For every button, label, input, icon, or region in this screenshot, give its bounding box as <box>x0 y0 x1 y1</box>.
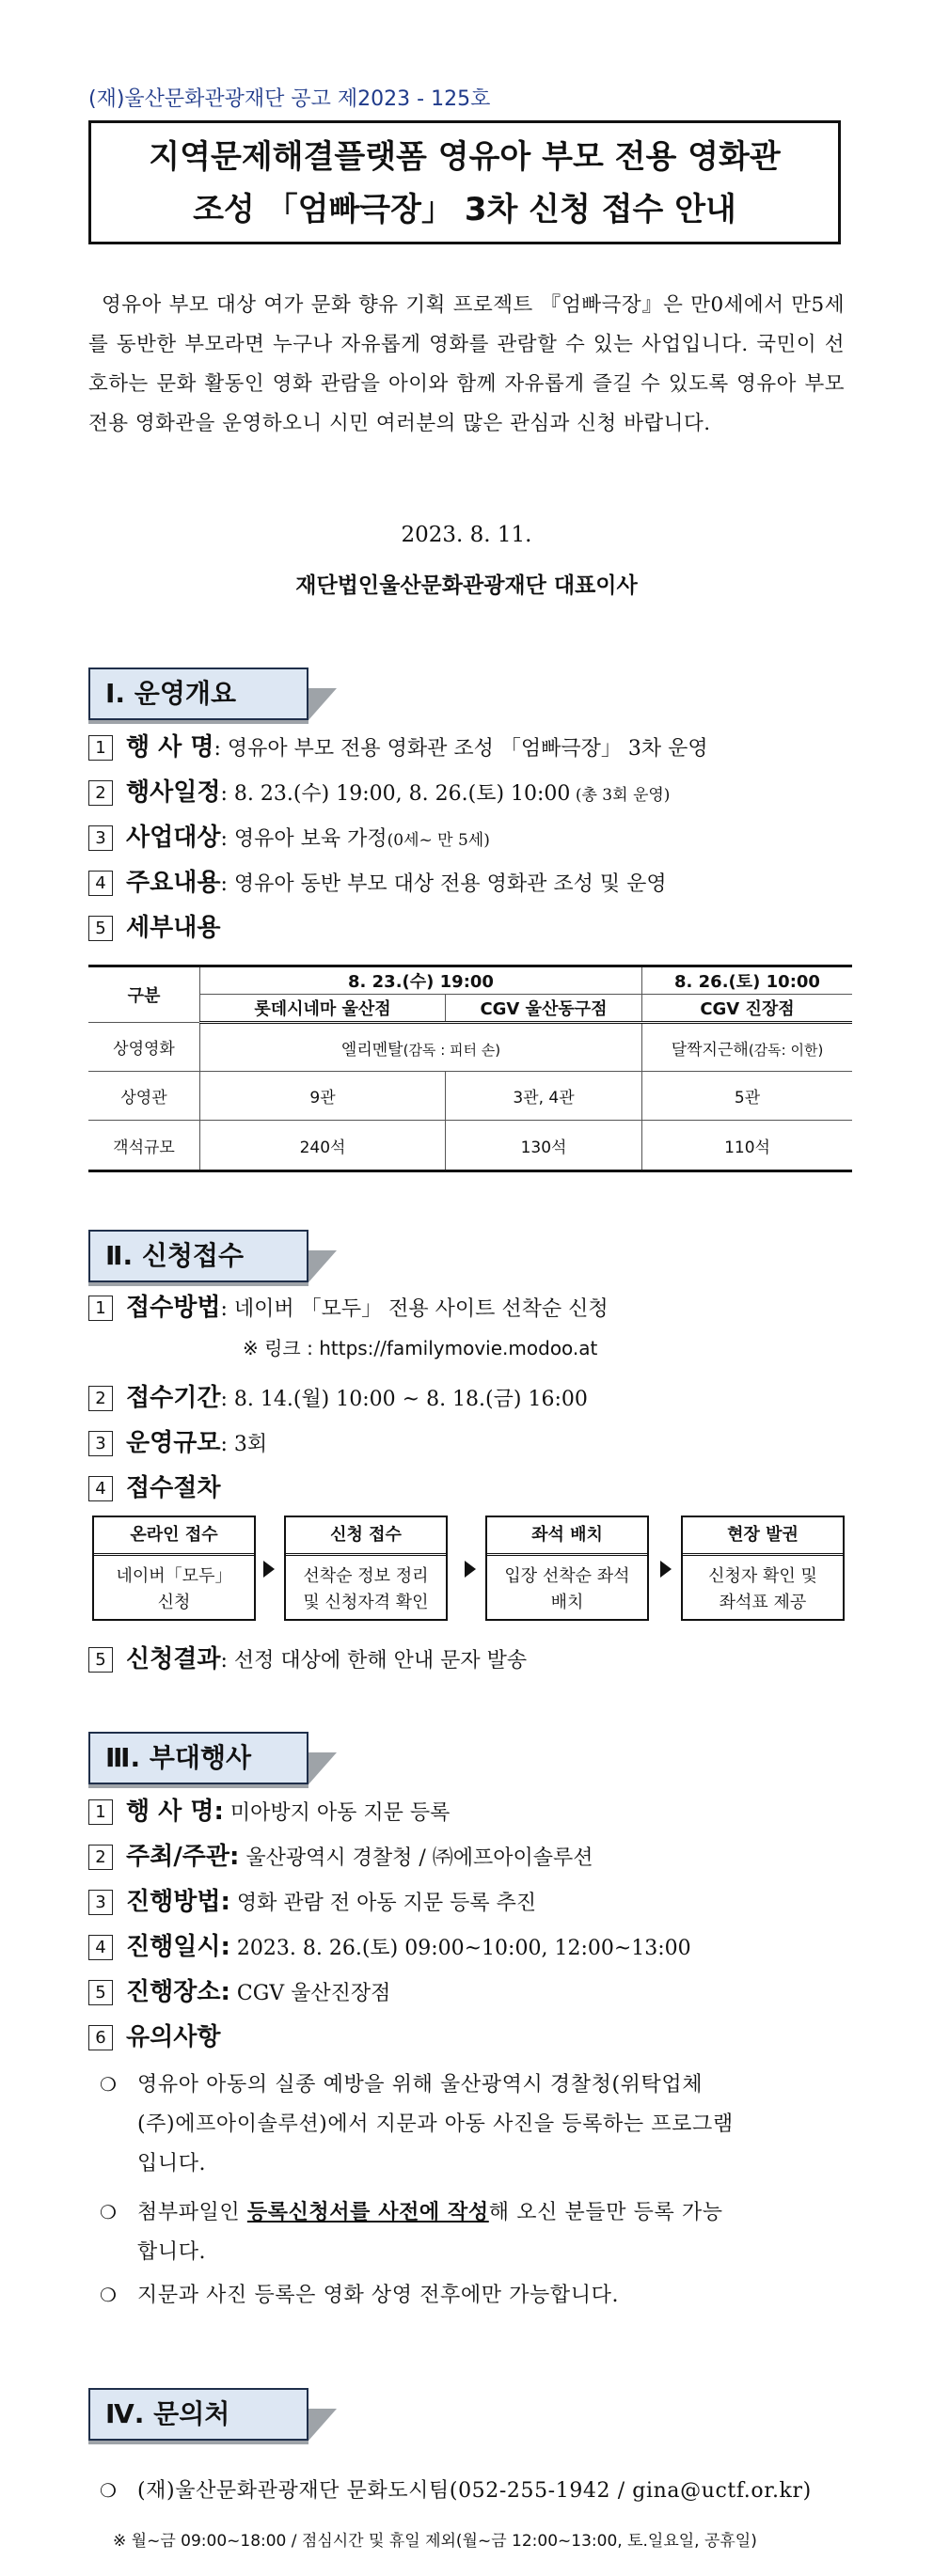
section1-item-5 <box>88 912 860 946</box>
item-number: 3 <box>88 1890 113 1915</box>
item-text: 영화 관람 전 아동 지문 등록 추진 <box>229 1892 537 1915</box>
flow-arrow-icon <box>465 1561 476 1578</box>
table-header-venue3: CGV 진장점 <box>642 995 853 1023</box>
item-text: : 3회 <box>220 1433 268 1456</box>
section-title-1: Ⅰ. 운영개요 <box>88 668 308 720</box>
flow-step-desc <box>94 1553 254 1619</box>
section3-item-4 <box>88 1931 860 1965</box>
item-text: : 선정 대상에 한해 안내 문자 발송 <box>220 1649 528 1673</box>
flow-desc-line: 신청 <box>157 1593 191 1612</box>
section3-item-3 <box>88 1886 860 1920</box>
note-text: 첨부파일인 <box>137 2201 247 2224</box>
notice-title-box <box>88 120 841 244</box>
table-cell: 3관, 4관 <box>446 1072 642 1121</box>
flow-desc-line: 좌석표 제공 <box>719 1593 807 1612</box>
movie2-director: (감독: 이한) <box>748 1041 824 1059</box>
item-label: 행사일정 <box>126 778 221 807</box>
table-cell: 110석 <box>642 1121 853 1171</box>
table-row <box>88 1023 852 1072</box>
heading-shadow <box>308 1752 337 1784</box>
item-note: (0세~ 만 5세) <box>387 831 490 850</box>
item-label: 주요내용 <box>126 869 221 897</box>
item-label: 유의사항 <box>126 2023 221 2051</box>
item-text: : 8. 23.(수) 19:00, 8. 26.(토) 10:00 <box>220 782 571 806</box>
flow-step-desc <box>286 1553 446 1619</box>
heading-shadow <box>308 688 337 720</box>
flow-arrow-icon <box>263 1561 275 1578</box>
item-number: 5 <box>88 1647 113 1673</box>
item-label: 진행일시: <box>126 1933 230 1961</box>
item-number: 2 <box>88 1845 113 1870</box>
section2-item-4 <box>88 1472 860 1506</box>
item-number: 1 <box>88 1296 113 1321</box>
section-title-2: Ⅱ. 신청접수 <box>88 1230 308 1282</box>
section2-item-2 <box>88 1382 860 1416</box>
caution-note-3 <box>100 2275 852 2316</box>
item-number: 1 <box>88 1799 113 1825</box>
item-label: 접수방법 <box>126 1294 221 1322</box>
table-cell: 240석 <box>200 1121 446 1171</box>
section2-item-1 <box>88 1292 860 1326</box>
item-label: 사업대상 <box>126 824 221 852</box>
heading-shadow <box>308 2409 337 2441</box>
item-label: 행 사 명: <box>126 1798 224 1826</box>
section3-item-1 <box>88 1796 860 1830</box>
item-number: 4 <box>88 871 113 896</box>
flow-desc-line: 선착순 정보 정리 <box>303 1566 429 1586</box>
flow-desc-line: 배치 <box>550 1593 584 1612</box>
bullet-icon: ❍ <box>100 2073 118 2096</box>
table-header-venue1: 롯데시네마 울산점 <box>200 995 446 1023</box>
caution-note-2 <box>100 2192 852 2272</box>
item-text: : 영유아 보육 가정 <box>220 827 387 851</box>
table-header-date1: 8. 23.(수) 19:00 <box>200 966 642 995</box>
section-heading-1 <box>88 668 342 726</box>
item-label: 접수절차 <box>126 1474 221 1502</box>
item-number: 4 <box>88 1935 113 1960</box>
item-label: 운영규모 <box>126 1429 221 1457</box>
item-label: 접수기간 <box>126 1384 221 1412</box>
row-label-hall: 상영관 <box>88 1072 200 1121</box>
section3-item-6 <box>88 2021 860 2055</box>
heading-shadow-bar <box>88 1282 308 1286</box>
flow-step-1 <box>92 1516 256 1621</box>
heading-shadow-bar <box>88 720 308 724</box>
item-note: (총 3회 운영) <box>570 786 671 805</box>
section1-item-3 <box>88 822 860 856</box>
flow-desc-line: 입장 선착순 좌석 <box>504 1566 630 1586</box>
flow-step-title: 신청 접수 <box>286 1517 446 1554</box>
table-header-venue2: CGV 울산동구점 <box>446 995 642 1023</box>
section3-item-5 <box>88 1976 860 2010</box>
item-number: 4 <box>88 1476 113 1501</box>
item-number: 2 <box>88 1386 113 1411</box>
contact-info <box>100 2471 852 2511</box>
bullet-icon: ❍ <box>100 2284 118 2306</box>
note-line: 영유아 아동의 실종 예방을 위해 울산광역시 경찰청(위탁업체 <box>137 2073 704 2097</box>
section1-item-1 <box>88 731 860 765</box>
heading-shadow-bar <box>88 1784 308 1788</box>
table-cell: 5관 <box>642 1072 853 1121</box>
section1-item-4 <box>88 867 860 901</box>
item-text: CGV 울산진장점 <box>229 1982 391 2005</box>
section-heading-2 <box>88 1230 342 1288</box>
note-emphasis: 등록신청서를 사전에 작성 <box>246 2200 489 2224</box>
table-header-date2: 8. 26.(토) 10:00 <box>642 966 853 995</box>
section-heading-4 <box>88 2388 342 2446</box>
bullet-icon: ❍ <box>100 2479 118 2502</box>
flow-desc-line: 및 신청자격 확인 <box>303 1593 429 1612</box>
flow-step-3 <box>485 1516 649 1621</box>
item-text: 미아방지 아동 지문 등록 <box>223 1801 451 1825</box>
section-title-4: Ⅳ. 문의처 <box>88 2388 308 2441</box>
note-line: (주)에프아이솔루션)에서 지문과 아동 사진을 등록하는 프로그램 <box>137 2113 734 2136</box>
flow-step-title: 현장 발권 <box>683 1517 843 1554</box>
notice-date: 2023. 8. 11. <box>401 523 532 547</box>
item-text: : 네이버 「모두」 전용 사이트 선착순 신청 <box>220 1297 609 1321</box>
heading-shadow <box>308 1250 337 1282</box>
item-label: 행 사 명 <box>126 733 214 762</box>
section3-item-2 <box>88 1841 860 1875</box>
item-label: 진행장소: <box>126 1978 230 2006</box>
notice-signer: 재단법인울산문화관광재단 대표이사 <box>295 573 638 598</box>
item-text: : 영유아 동반 부모 대상 전용 영화관 조성 및 운영 <box>220 872 667 896</box>
flow-step-title: 온라인 접수 <box>94 1517 254 1554</box>
item-number: 3 <box>88 1431 113 1456</box>
contact-text[interactable]: (재)울산문화관광재단 문화도시팀(052-255-1942 / gina@uctf.or.kr) <box>137 2479 812 2503</box>
flow-step-4 <box>681 1516 845 1621</box>
movie1-director: (감독 : 피터 손) <box>403 1041 501 1059</box>
section2-item-3 <box>88 1427 860 1461</box>
table-cell: 9관 <box>200 1072 446 1121</box>
contact-hours-note: ※ 월~금 09:00~18:00 / 점심시간 및 휴일 제외(월~금 12:00~13:00, 토.일요일, 공휴일) <box>113 2532 757 2551</box>
intro-paragraph: 영유아 부모 대상 여가 문화 향유 기획 프로젝트 『엄빠극장』은 만0세에서 만5세를 동반한 부모라면 누구나 자유롭게 영화를 관람할 수 있는 사업입니다. 국민이 선호하는 문화 활동인 영화 관람을 아이와 함께 자유롭게 즐길 수 있도록 영유아 부모 전용 영화관을 운영하오니 시민 여러분의 많은 관심과 신청 바랍니다. <box>88 293 845 435</box>
movie2-title: 달짝지근해 <box>671 1040 749 1060</box>
detail-table <box>88 965 852 1172</box>
table-cell <box>642 1023 853 1072</box>
table-cell: 130석 <box>446 1121 642 1171</box>
item-number: 6 <box>88 2025 113 2050</box>
notice-number: (재)울산문화관광재단 공고 제2023 - 125호 <box>88 87 491 111</box>
flow-step-title: 좌석 배치 <box>487 1517 647 1554</box>
note-line: 지문과 사진 등록은 영화 상영 전후에만 가능합니다. <box>137 2284 620 2307</box>
item-number: 1 <box>88 735 113 761</box>
section-heading-3 <box>88 1732 342 1790</box>
heading-shadow-bar <box>88 2441 308 2444</box>
row-label-seats: 객석규모 <box>88 1121 200 1171</box>
note-line: 합니다. <box>137 2240 207 2264</box>
item-label: 주최/주관: <box>126 1843 240 1871</box>
table-row <box>88 1121 852 1171</box>
row-label-movie: 상영영화 <box>88 1023 200 1072</box>
item-text: 2023. 8. 26.(토) 09:00~10:00, 12:00~13:00 <box>229 1937 691 1960</box>
section-title-3: Ⅲ. 부대행사 <box>88 1732 308 1784</box>
flow-desc-line: 신청자 확인 및 <box>708 1566 817 1586</box>
item-number: 3 <box>88 825 113 851</box>
item-label: 세부내용 <box>126 914 221 942</box>
flow-arrow-icon <box>660 1561 672 1578</box>
table-row <box>88 1072 852 1121</box>
item-label: 신청결과 <box>126 1645 221 1673</box>
item-number: 5 <box>88 916 113 941</box>
table-header-category: 구분 <box>88 966 200 1023</box>
flow-step-desc <box>683 1553 843 1619</box>
item-text: : 8. 14.(월) 10:00 ~ 8. 18.(금) 16:00 <box>220 1388 588 1411</box>
movie1-title: 엘리멘탈 <box>340 1040 403 1060</box>
note-line: 입니다. <box>137 2152 207 2175</box>
notice-title-line2: 조성 「엄빠극장」 3차 신청 접수 안내 <box>193 191 736 228</box>
section1-item-2 <box>88 777 860 811</box>
note-text: 해 오신 분들만 등록 가능 <box>488 2201 723 2224</box>
table-cell <box>200 1023 642 1072</box>
item-label: 진행방법: <box>126 1888 230 1916</box>
item-text: 울산광역시 경찰청 / ㈜에프아이솔루션 <box>239 1846 593 1870</box>
item-number: 5 <box>88 1980 113 2005</box>
item-number: 2 <box>88 780 113 806</box>
application-link[interactable]: ※ 링크 : https://familymovie.modoo.at <box>243 1337 598 1359</box>
item-text: : 영유아 부모 전용 영화관 조성 「엄빠극장」 3차 운영 <box>213 737 708 761</box>
flow-step-desc <box>487 1553 647 1619</box>
section2-item-5 <box>88 1643 860 1677</box>
caution-note-1 <box>100 2065 852 2184</box>
bullet-icon: ❍ <box>100 2201 118 2223</box>
flow-desc-line: 네이버「모두」 <box>116 1566 232 1586</box>
flow-step-2 <box>284 1516 448 1621</box>
notice-title-line1: 지역문제해결플랫폼 영유아 부모 전용 영화관 <box>149 138 781 176</box>
